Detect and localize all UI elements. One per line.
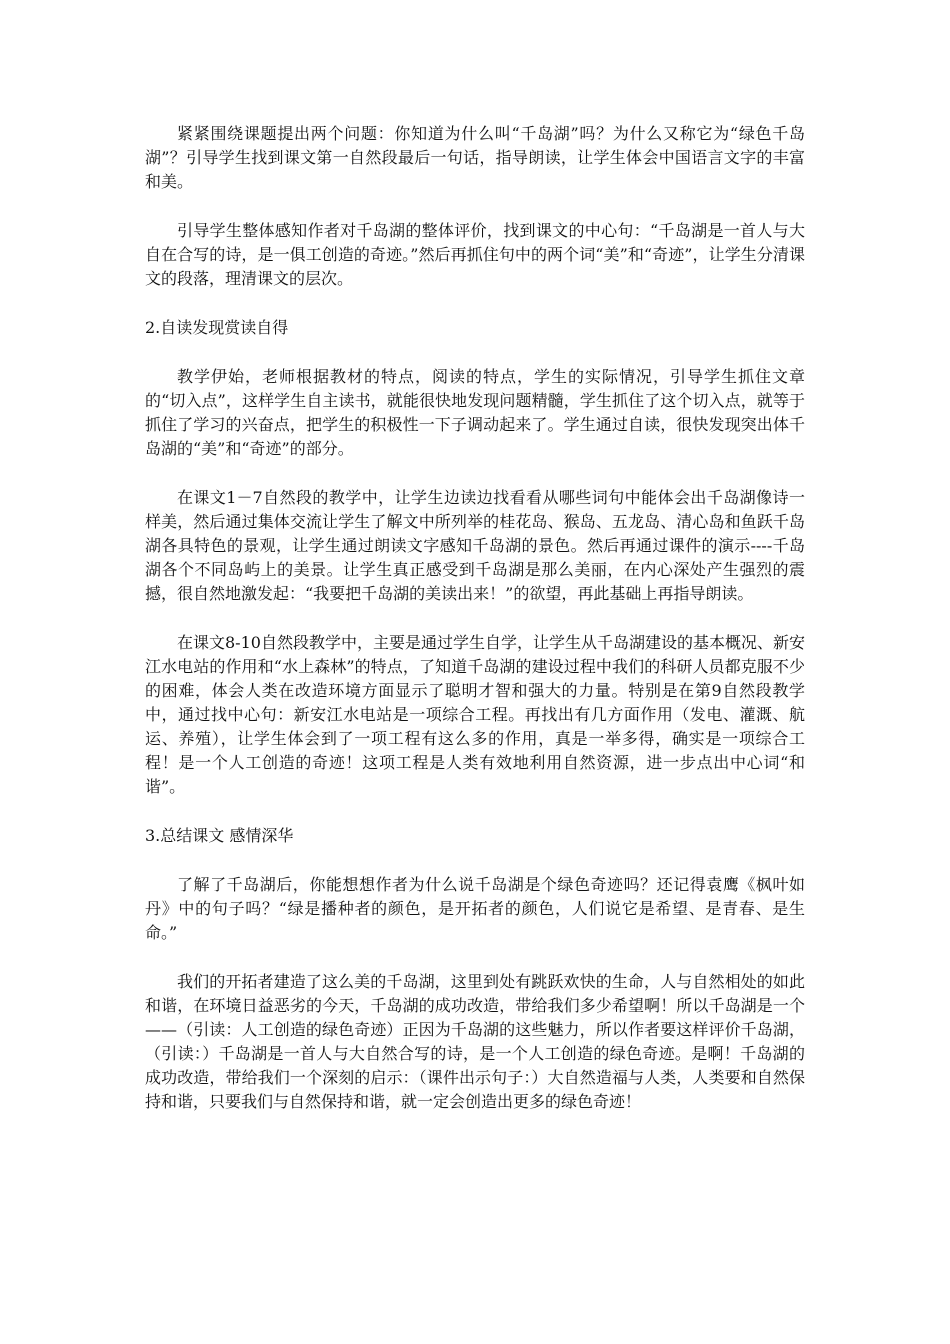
section-heading-3: 3.总结课文 感情深华 [145, 826, 294, 845]
paragraph-intro-questions: 紧紧围绕课题提出两个问题：你知道为什么叫“千岛湖”吗？为什么又称它为“绿色千岛湖”？引导学生找到课文第一自然段最后一句话，指导朗读，让学生体会中国语言文字的丰富和美。 [145, 124, 805, 191]
paragraph-entry-point: 教学伊始，老师根据教材的特点，阅读的特点，学生的实际情况，引导学生抓住文章的“切入点”，这样学生自主读书，就能很快地发现问题精髓，学生抓住了这个切入点，就等于抓住了学习的兴奋点，把学生的积极性一下子调动起来了。学生通过自读，很快发现突出体千岛湖的“美”和“奇迹”的部分。 [145, 367, 805, 458]
document-page [145, 122, 805, 1139]
paragraph-central-sentence: 引导学生整体感知作者对千岛湖的整体评价，找到课文的中心句：“千岛湖是一首人与大自在合写的诗，是一俱工创造的奇迹。”然后再抓住句中的两个词“美”和“奇迹”，让学生分清课文的段落，理清课文的层次。 [145, 221, 805, 288]
paragraph-sections-1-7: 在课文1－7自然段的教学中，让学生边读边找看看从哪些词句中能体会出千岛湖像诗一样美，然后通过集体交流让学生了解文中所列举的桂花岛、猴岛、五龙岛、清心岛和鱼跃千岛湖各具特色的景观，让学生通过朗读文字感知千岛湖的景色。然后再通过课件的演示----千岛湖各个不同岛屿上的美景。让学生真正感受到千岛湖是那么美丽，在内心深处产生强烈的震撼，很自然地激发起：“我要把千岛湖的美读出来！”的欲望，再此基础上再指导朗读。 [145, 488, 805, 603]
paragraph-sections-8-10: 在课文8-10自然段教学中，主要是通过学生自学，让学生从千岛湖建设的基本概况、新安江水电站的作用和“水上森林”的特点，了知道千岛湖的建设过程中我们的科研人员都克服不少的困难，体会人类在改造环境方面显示了聪明才智和强大的力量。特别是在第9自然段教学中，通过找中心句：新安江水电站是一项综合工程。再找出有几方面作用（发电、灌溉、航运、养殖），让学生体会到了一项工程有这么多的作用，真是一举多得，确实是一项综合工程！是一个人工创造的奇迹！这项工程是人类有效地利用自然资源，进一步点出中心词“和谐”。 [145, 633, 805, 796]
paragraph-green-miracle: 了解了千岛湖后，你能想想作者为什么说千岛湖是个绿色奇迹吗？还记得袁鹰《枫叶如丹》中的句子吗？“绿是播种者的颜色，是开拓者的颜色，人们说它是希望、是青春、是生命。” [145, 875, 805, 942]
paragraph-conclusion: 我们的开拓者建造了这么美的千岛湖，这里到处有跳跃欢快的生命，人与自然相处的如此和谐，在环境日益恶劣的今天，千岛湖的成功改造，带给我们多少希望啊！所以千岛湖是一个——（引读：人工创造的绿色奇迹）正因为千岛湖的这些魅力，所以作者要这样评价千岛湖，（引读：）千岛湖是一首人与大自然合写的诗，是一个人工创造的绿色奇迹。是啊！千岛湖的成功改造，带给我们一个深刻的启示：（课件出示句子：）大自然造福与人类，人类要和自然保持和谐，只要我们与自然保持和谐，就一定会创造出更多的绿色奇迹！ [145, 972, 805, 1111]
section-heading-2: 2.自读发现赏读自得 [145, 318, 289, 337]
